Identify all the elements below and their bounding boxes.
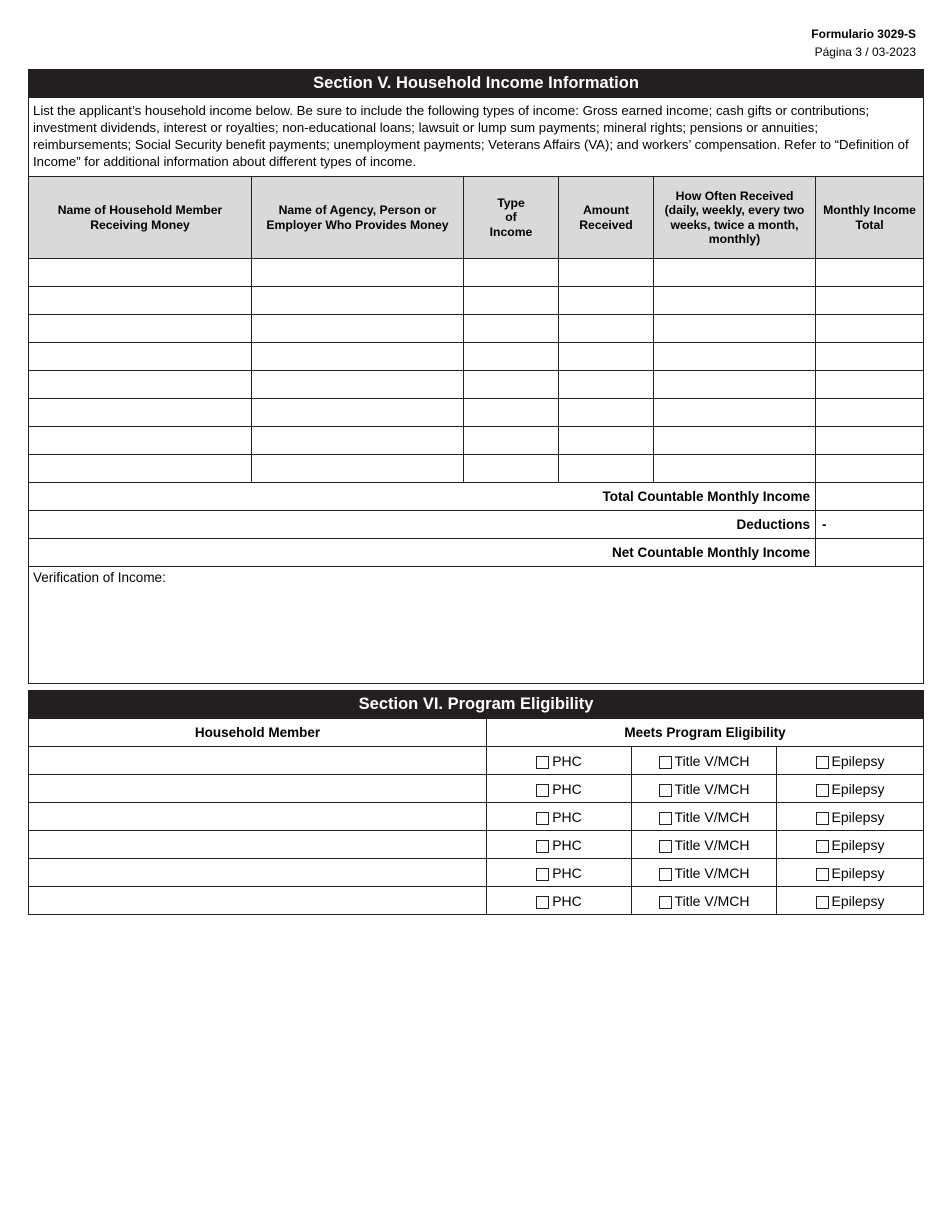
- title-v-option: Title V/MCH: [632, 831, 777, 859]
- title-v-checkbox[interactable]: [659, 840, 672, 853]
- eligibility-rows: [29, 747, 924, 915]
- income-table: [28, 69, 924, 684]
- deductions-label: Deductions: [29, 511, 816, 539]
- epilepsy-checkbox[interactable]: [816, 784, 829, 797]
- income-row: [29, 287, 924, 315]
- income-rows: [29, 259, 924, 483]
- col-agency-employer: Name of Agency, Person or Employer Who Provides Money: [252, 177, 464, 259]
- verification-label: Verification of Income:: [33, 570, 166, 585]
- phc-checkbox[interactable]: [536, 756, 549, 769]
- epilepsy-checkbox[interactable]: [816, 868, 829, 881]
- household-member-field[interactable]: [29, 747, 487, 775]
- verification-of-income-field[interactable]: [29, 567, 924, 684]
- page-number: Página 3 / 03-2023: [814, 45, 916, 59]
- eligibility-row: [29, 831, 924, 859]
- eligibility-row: [29, 887, 924, 915]
- title-v-option: Title V/MCH: [632, 803, 777, 831]
- section-6-title: Section VI. Program Eligibility: [29, 691, 924, 719]
- form-number: Formulario 3029-S: [811, 27, 916, 41]
- income-row: [29, 315, 924, 343]
- eligibility-row: [29, 775, 924, 803]
- col-monthly-total: Monthly Income Total: [816, 177, 924, 259]
- epilepsy-option: Epilepsy: [777, 775, 924, 803]
- phc-option: PHC: [487, 859, 632, 887]
- phc-option: PHC: [487, 831, 632, 859]
- eligibility-row: [29, 803, 924, 831]
- epilepsy-checkbox[interactable]: [816, 756, 829, 769]
- title-v-option: Title V/MCH: [632, 887, 777, 915]
- title-v-checkbox[interactable]: [659, 868, 672, 881]
- col-type-of-income: Type of Income: [464, 177, 559, 259]
- income-row: [29, 399, 924, 427]
- household-member-field[interactable]: [29, 887, 487, 915]
- net-countable-label: Net Countable Monthly Income: [29, 539, 816, 567]
- eligibility-row: [29, 859, 924, 887]
- household-member-field[interactable]: [29, 803, 487, 831]
- meets-eligibility-header: Meets Program Eligibility: [487, 719, 924, 747]
- household-member-field[interactable]: [29, 775, 487, 803]
- epilepsy-checkbox[interactable]: [816, 812, 829, 825]
- title-v-checkbox[interactable]: [659, 784, 672, 797]
- col-how-often: How Often Received (daily, weekly, every two weeks, twice a month, monthly): [654, 177, 816, 259]
- household-member-header: Household Member: [29, 719, 487, 747]
- col-amount-received: Amount Received: [559, 177, 654, 259]
- phc-option: PHC: [487, 803, 632, 831]
- eligibility-table: [28, 690, 924, 915]
- income-row: [29, 343, 924, 371]
- household-member-field[interactable]: [29, 859, 487, 887]
- title-v-option: Title V/MCH: [632, 775, 777, 803]
- title-v-option: Title V/MCH: [632, 747, 777, 775]
- epilepsy-option: Epilepsy: [777, 887, 924, 915]
- income-row: [29, 455, 924, 483]
- epilepsy-checkbox[interactable]: [816, 840, 829, 853]
- epilepsy-checkbox[interactable]: [816, 896, 829, 909]
- income-row: [29, 371, 924, 399]
- phc-checkbox[interactable]: [536, 812, 549, 825]
- phc-option: PHC: [487, 775, 632, 803]
- eligibility-row: [29, 747, 924, 775]
- phc-checkbox[interactable]: [536, 868, 549, 881]
- section-5-title: Section V. Household Income Information: [29, 70, 924, 98]
- title-v-checkbox[interactable]: [659, 896, 672, 909]
- phc-option: PHC: [487, 747, 632, 775]
- phc-option: PHC: [487, 887, 632, 915]
- income-row: [29, 259, 924, 287]
- phc-checkbox[interactable]: [536, 784, 549, 797]
- household-member-field[interactable]: [29, 831, 487, 859]
- col-household-member: Name of Household Member Receiving Money: [29, 177, 252, 259]
- total-countable-field[interactable]: [816, 483, 924, 511]
- title-v-option: Title V/MCH: [632, 859, 777, 887]
- title-v-checkbox[interactable]: [659, 812, 672, 825]
- epilepsy-option: Epilepsy: [777, 803, 924, 831]
- title-v-checkbox[interactable]: [659, 756, 672, 769]
- deductions-field[interactable]: -: [816, 511, 924, 539]
- total-countable-label: Total Countable Monthly Income: [29, 483, 816, 511]
- phc-checkbox[interactable]: [536, 896, 549, 909]
- net-countable-field[interactable]: [816, 539, 924, 567]
- income-row: [29, 427, 924, 455]
- epilepsy-option: Epilepsy: [777, 831, 924, 859]
- epilepsy-option: Epilepsy: [777, 859, 924, 887]
- income-instructions: List the applicant’s household income below. Be sure to include the following types of income: Gross earned income; cash gifts or contributions; investment dividends, interest or royalties; non-educational loans; lawsuit or lump sum payments; mineral rights; pensions or annuities; reimbursements; Social Security benefit payments; unemployment payments; Veterans Affairs (VA); and workers’ compensation. Refer to “Definition of Income” for additional information about different types of income.: [29, 98, 924, 177]
- phc-checkbox[interactable]: [536, 840, 549, 853]
- epilepsy-option: Epilepsy: [777, 747, 924, 775]
